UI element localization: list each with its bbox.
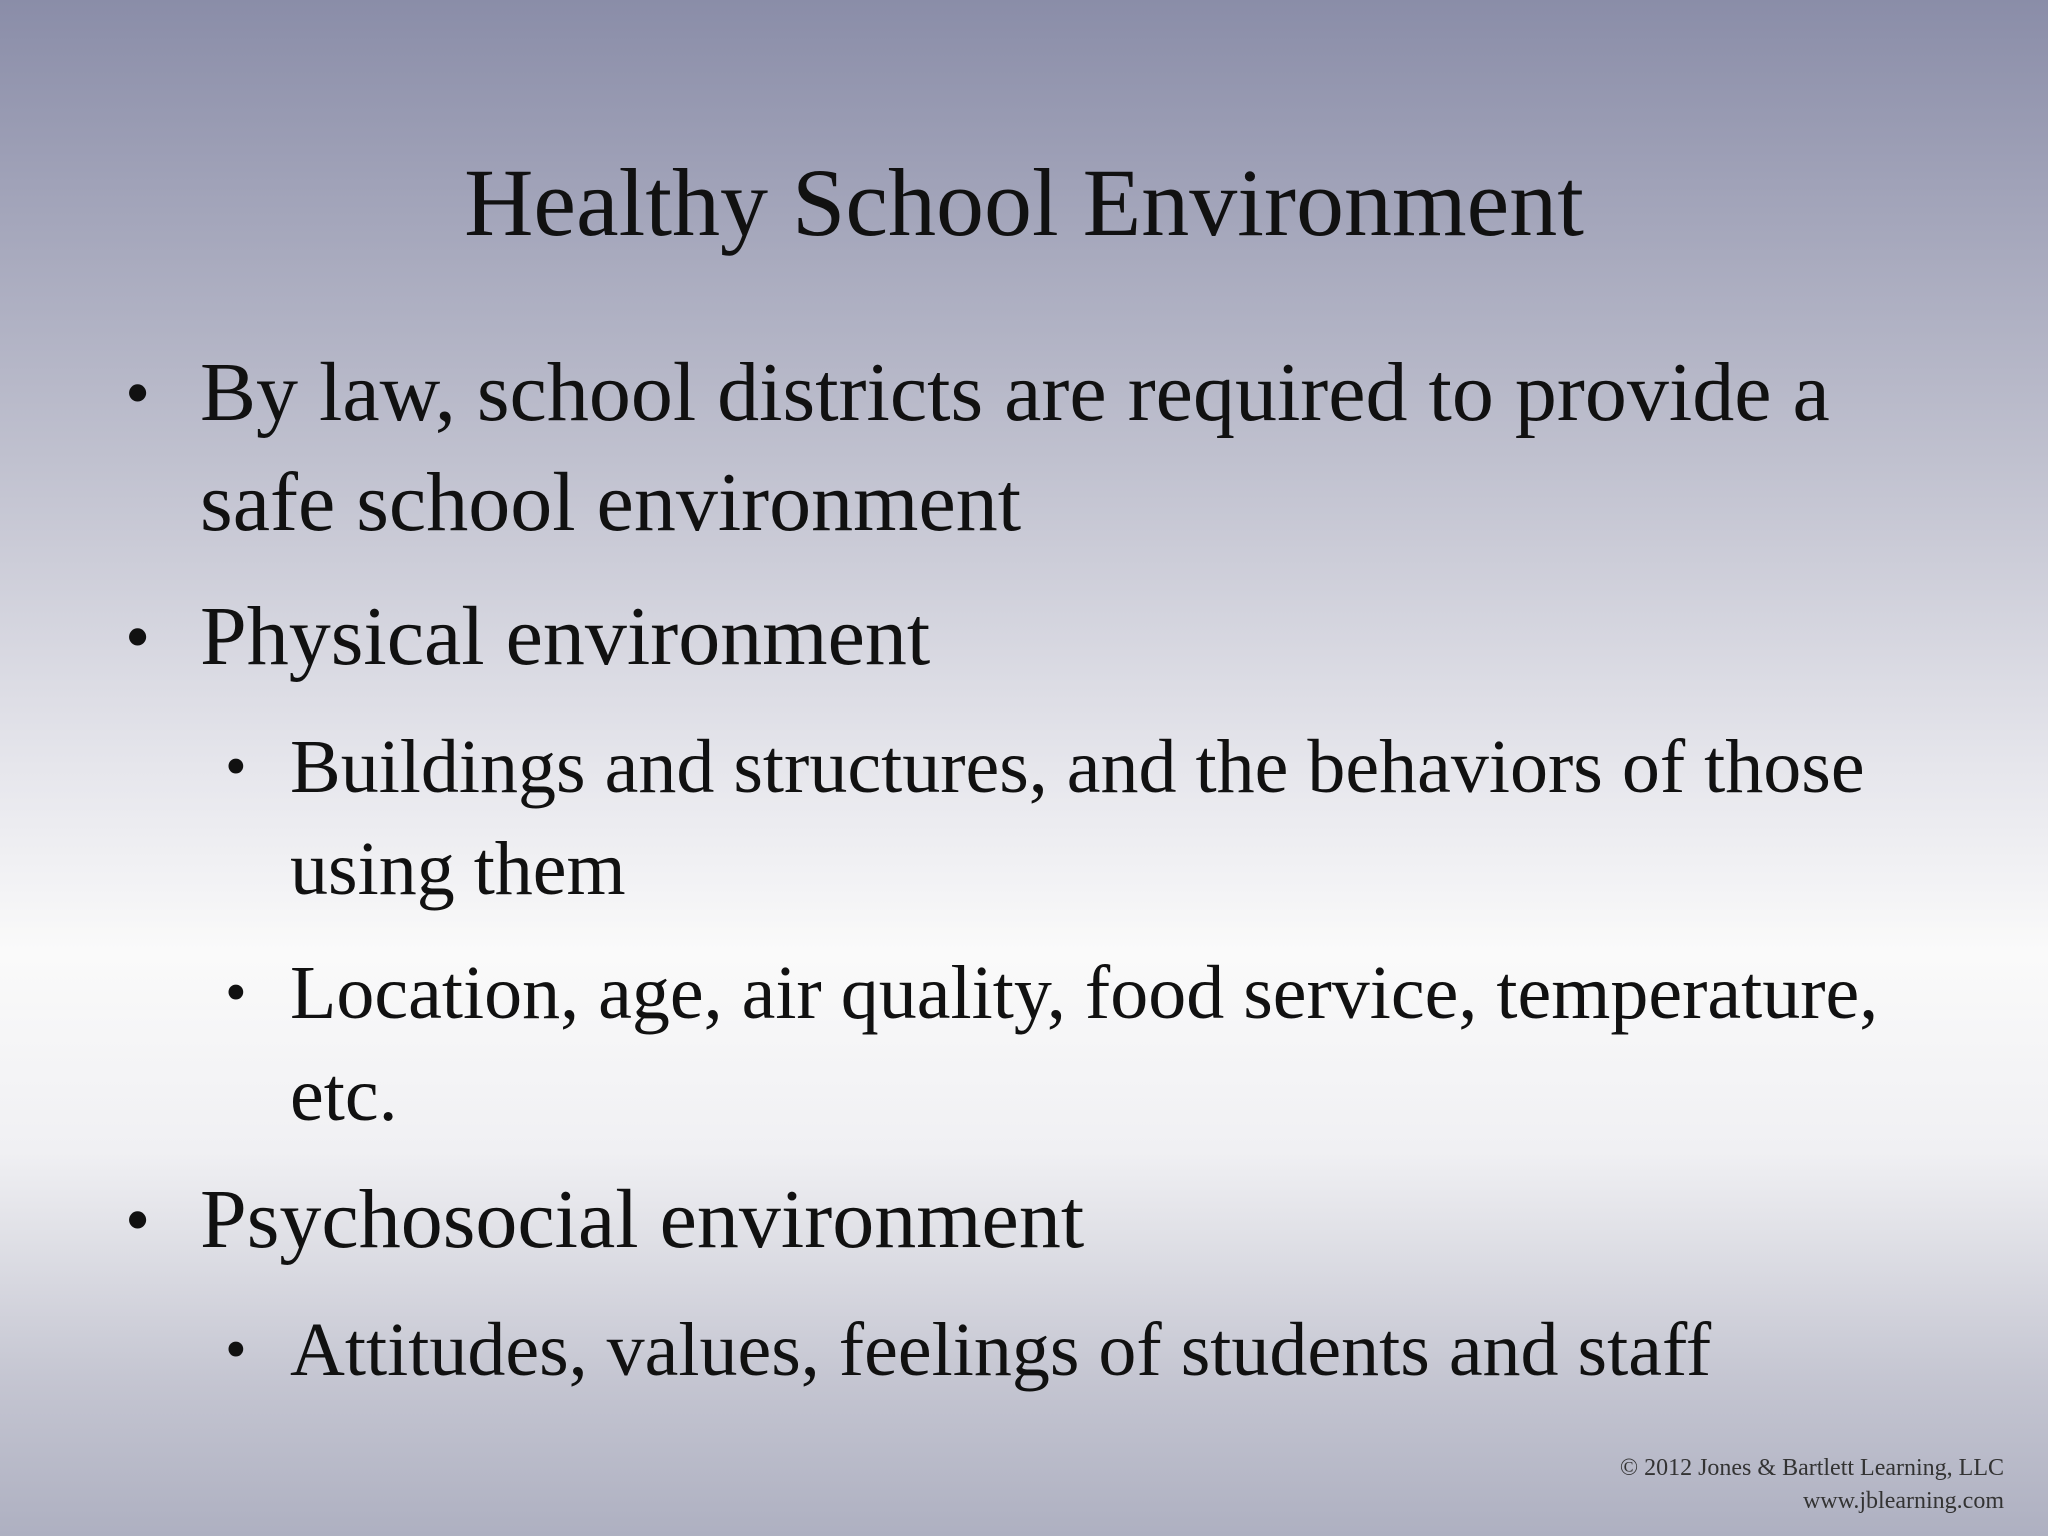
copyright-notice (1620, 1452, 2004, 1518)
bullet-dot-icon: • (225, 1316, 247, 1384)
bullet-dot-icon: • (225, 959, 247, 1027)
slide-title: Healthy School Environment (464, 149, 1584, 256)
bullet-text: Psychosocial environment (200, 1173, 1085, 1266)
bullet-item (125, 582, 1960, 692)
bullet-item (225, 942, 1970, 1146)
bullet-dot-icon: • (125, 597, 151, 677)
bullet-dot-icon: • (125, 353, 151, 433)
copyright-line: © 2012 Jones & Bartlett Learning, LLC (1619, 1455, 2004, 1481)
bullet-text: Attitudes, values, feelings of students and staff (290, 1308, 1712, 1392)
bullet-item (225, 716, 1970, 920)
bullet-dot-icon: • (125, 1180, 151, 1260)
bullet-text: Location, age, air quality, food service, temperature, etc. (290, 951, 1879, 1137)
bullet-text: Physical environment (200, 590, 931, 683)
publisher-url: www.jblearning.com (1802, 1488, 2004, 1514)
bullet-dot-icon: • (225, 733, 247, 801)
bullet-item (125, 1165, 1960, 1275)
bullet-text: By law, school districts are required to provide a safe school environment (200, 346, 1830, 549)
bullet-item (225, 1299, 1970, 1401)
bullet-text: Buildings and structures, and the behaviors of those using them (290, 725, 1865, 911)
bullet-item (125, 338, 1960, 558)
